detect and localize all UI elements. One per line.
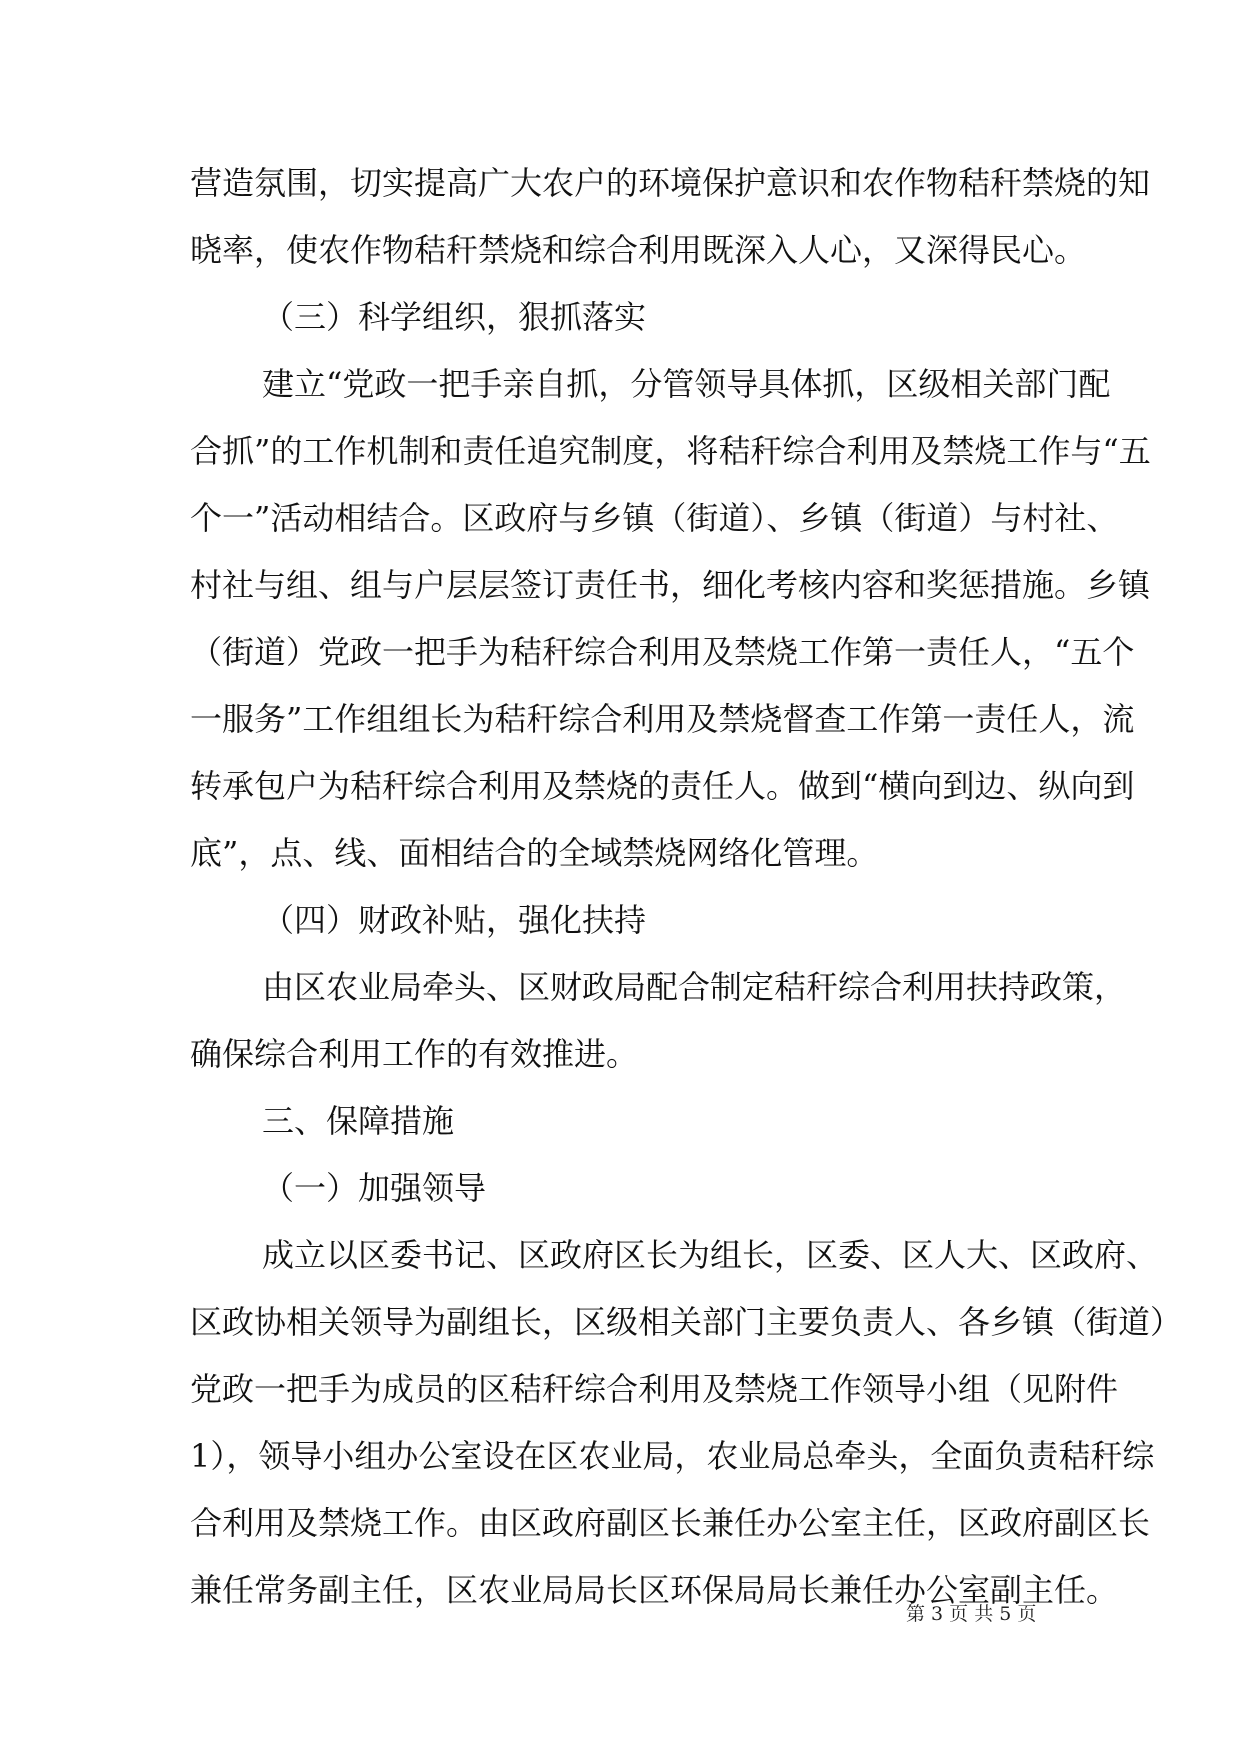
text-line: （街道）党政一把手为秸秆综合利用及禁烧工作第一责任人，“五个 <box>190 633 1135 671</box>
text-line: 建立“党政一把手亲自抓，分管领导具体抓，区级相关部门配 <box>262 365 1111 403</box>
section-heading: （四）财政补贴，强化扶持 <box>262 901 647 939</box>
text-line: 转承包户为秸秆综合利用及禁烧的责任人。做到“横向到边、纵向到 <box>190 767 1135 805</box>
text-line: 确保综合利用工作的有效推进。 <box>190 1035 639 1073</box>
text-line: 由区农业局牵头、区财政局配合制定秸秆综合利用扶持政策， <box>262 968 1127 1006</box>
text-line: 一服务”工作组组长为秸秆综合利用及禁烧督查工作第一责任人，流 <box>190 700 1135 738</box>
text-line: 兼任常务副主任，区农业局局长区环保局局长兼任办公室副主任。 <box>190 1571 1119 1609</box>
text-line: 成立以区委书记、区政府区长为组长，区委、区人大、区政府、 <box>262 1236 1159 1274</box>
section-heading: （三）科学组织，狠抓落实 <box>262 298 647 336</box>
text-line: 1），领导小组办公室设在区农业局，农业局总牵头，全面负责秸秆综 <box>190 1437 1155 1475</box>
text-line: 合抓”的工作机制和责任追究制度，将秸秆综合利用及禁烧工作与“五 <box>190 432 1151 470</box>
text-line: 营造氛围，切实提高广大农户的环境保护意识和农作物秸秆禁烧的知 <box>190 164 1151 202</box>
text-line: 党政一把手为成员的区秸秆综合利用及禁烧工作领导小组（见附件 <box>190 1370 1119 1408</box>
text-line: 个一”活动相结合。区政府与乡镇（街道）、乡镇（街道）与村社、 <box>190 499 1119 537</box>
text-line: 区政协相关领导为副组长，区级相关部门主要负责人、各乡镇（街道） <box>190 1303 1183 1341</box>
text-line: 村社与组、组与户层层签订责任书，细化考核内容和奖惩措施。乡镇 <box>190 566 1151 604</box>
document-body <box>190 150 1183 1624</box>
text-line: 晓率，使农作物秸秆禁烧和综合利用既深入人心，又深得民心。 <box>190 231 1087 269</box>
page-number: 第 3 页 共 5 页 <box>906 1603 1037 1625</box>
section-heading: （一）加强领导 <box>262 1169 487 1207</box>
text-line: 合利用及禁烧工作。由区政府副区长兼任办公室主任，区政府副区长 <box>190 1504 1151 1542</box>
text-line: 底”，点、线、面相结合的全域禁烧网络化管理。 <box>190 834 879 872</box>
section-heading: 三、保障措施 <box>262 1102 455 1140</box>
